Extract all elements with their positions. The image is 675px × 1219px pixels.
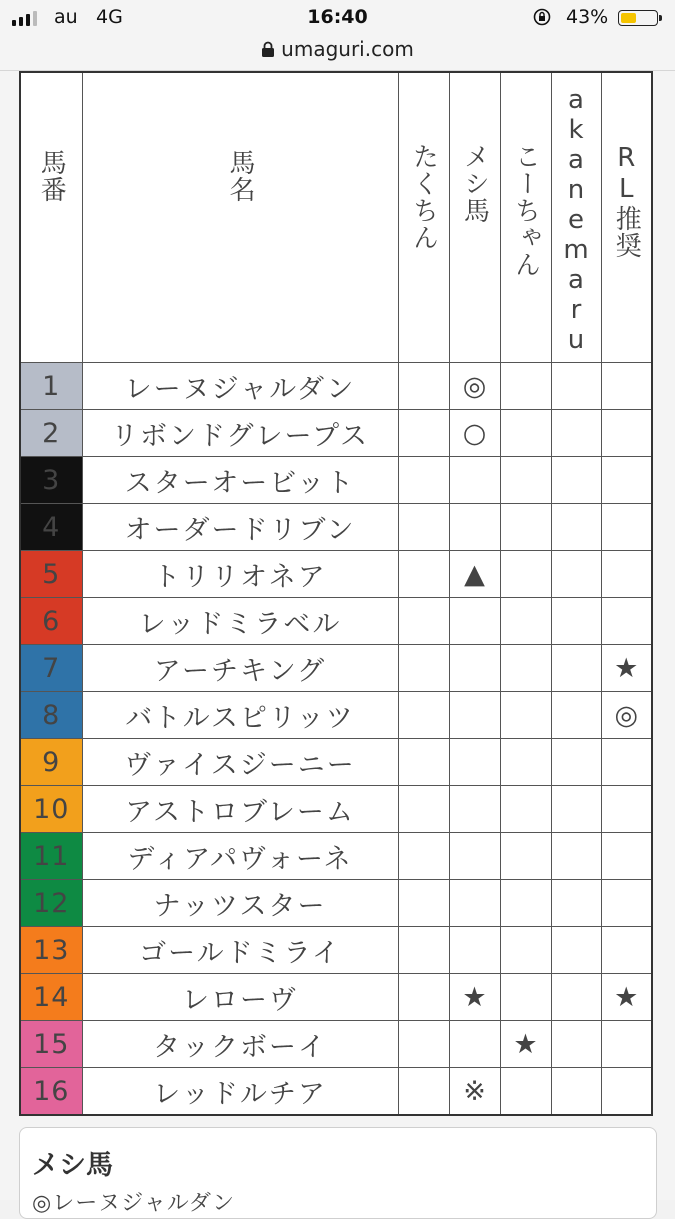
table-row (20, 786, 652, 833)
table-row (20, 833, 652, 880)
prediction-mark (551, 1021, 601, 1068)
prediction-mark (398, 363, 449, 410)
prediction-mark (398, 974, 449, 1021)
prediction-mark (449, 457, 500, 504)
prediction-mark (449, 645, 500, 692)
prediction-mark (551, 833, 601, 880)
header-predictor-takuchin: たくちん (398, 72, 449, 363)
prediction-mark: ▲ (449, 551, 500, 598)
horse-name: レーヌジャルダン (82, 363, 398, 410)
prediction-mark: ◎ (601, 692, 652, 739)
prediction-mark (500, 457, 551, 504)
table-header-row (20, 72, 652, 363)
header-horse-name: 馬名 (82, 72, 398, 363)
prediction-mark (449, 880, 500, 927)
horse-number: 2 (20, 410, 82, 457)
prediction-mark (449, 833, 500, 880)
prediction-mark (551, 598, 601, 645)
horse-name: アストロブレーム (82, 786, 398, 833)
prediction-mark (551, 786, 601, 833)
prediction-mark (551, 504, 601, 551)
prediction-mark (449, 692, 500, 739)
prediction-mark (601, 739, 652, 786)
card-pick: ◎レーヌジャルダン (32, 1191, 236, 1216)
horse-name: リボンドグレープス (82, 410, 398, 457)
prediction-mark (398, 692, 449, 739)
horse-number: 9 (20, 739, 82, 786)
prediction-mark (449, 1021, 500, 1068)
prediction-mark (601, 1068, 652, 1116)
lock-icon (261, 41, 275, 58)
horse-name: アーチキング (82, 645, 398, 692)
prediction-mark (601, 504, 652, 551)
prediction-mark (601, 927, 652, 974)
battery-icon (618, 10, 658, 26)
prediction-table (19, 71, 653, 1116)
horse-number: 1 (20, 363, 82, 410)
url-domain: umaguri.com (281, 37, 414, 61)
prediction-mark (551, 363, 601, 410)
prediction-mark (601, 1021, 652, 1068)
prediction-mark: ★ (601, 974, 652, 1021)
prediction-mark (500, 786, 551, 833)
prediction-mark (398, 504, 449, 551)
prediction-mark (398, 551, 449, 598)
prediction-mark (398, 410, 449, 457)
prediction-mark (500, 880, 551, 927)
prediction-mark (500, 645, 551, 692)
prediction-mark (449, 927, 500, 974)
table-row (20, 739, 652, 786)
prediction-mark (500, 833, 551, 880)
prediction-mark: ★ (500, 1021, 551, 1068)
prediction-mark (551, 457, 601, 504)
table-row (20, 410, 652, 457)
horse-name: オーダードリブン (82, 504, 398, 551)
status-bar (0, 6, 675, 32)
meshiuma-pick-card (19, 1127, 657, 1219)
prediction-mark (601, 833, 652, 880)
prediction-mark (500, 363, 551, 410)
prediction-mark: ○ (449, 410, 500, 457)
prediction-mark (601, 457, 652, 504)
prediction-mark: ★ (449, 974, 500, 1021)
table-row (20, 551, 652, 598)
table-row (20, 927, 652, 974)
prediction-mark (398, 457, 449, 504)
prediction-mark (398, 1068, 449, 1116)
horse-name: バトルスピリッツ (82, 692, 398, 739)
prediction-mark (551, 974, 601, 1021)
prediction-mark (601, 786, 652, 833)
horse-number: 10 (20, 786, 82, 833)
prediction-mark (398, 927, 449, 974)
horse-number: 13 (20, 927, 82, 974)
prediction-mark (449, 504, 500, 551)
prediction-mark: ★ (601, 645, 652, 692)
prediction-mark (500, 974, 551, 1021)
table-row (20, 598, 652, 645)
prediction-mark (601, 410, 652, 457)
prediction-mark (601, 363, 652, 410)
prediction-mark: ◎ (449, 363, 500, 410)
horse-number: 15 (20, 1021, 82, 1068)
table-row (20, 880, 652, 927)
table-row (20, 1068, 652, 1116)
page-content (0, 71, 675, 1216)
prediction-mark (500, 739, 551, 786)
prediction-mark (449, 598, 500, 645)
prediction-mark (398, 739, 449, 786)
table-row (20, 457, 652, 504)
network-type: 4G (96, 6, 123, 28)
horse-number: 7 (20, 645, 82, 692)
prediction-mark (500, 1068, 551, 1116)
prediction-mark: ※ (449, 1068, 500, 1116)
rotation-lock-icon (533, 8, 551, 26)
prediction-mark (449, 786, 500, 833)
prediction-mark (601, 880, 652, 927)
header-predictor-akanemaru: akanemaru (551, 72, 601, 363)
horse-number: 12 (20, 880, 82, 927)
horse-name: ディアパヴォーネ (82, 833, 398, 880)
prediction-mark (551, 410, 601, 457)
header-horse-number: 馬番 (20, 72, 82, 363)
table-row (20, 974, 652, 1021)
horse-name: レローヴ (82, 974, 398, 1021)
prediction-mark (398, 1021, 449, 1068)
prediction-mark (551, 880, 601, 927)
prediction-mark (551, 927, 601, 974)
horse-number: 11 (20, 833, 82, 880)
battery-percent: 43% (566, 6, 609, 28)
prediction-mark (398, 880, 449, 927)
card-title: メシ馬 (32, 1150, 113, 1181)
horse-name: スターオービット (82, 457, 398, 504)
prediction-mark (500, 598, 551, 645)
prediction-mark (398, 645, 449, 692)
prediction-mark (500, 551, 551, 598)
horse-name: トリリオネア (82, 551, 398, 598)
prediction-mark (551, 551, 601, 598)
header-predictor-rl: RL推奨 (601, 72, 652, 363)
horse-name: タックボーイ (82, 1021, 398, 1068)
horse-name: ヴァイスジーニー (82, 739, 398, 786)
horse-number: 8 (20, 692, 82, 739)
prediction-mark (398, 786, 449, 833)
horse-name: ゴールドミライ (82, 927, 398, 974)
prediction-mark (449, 739, 500, 786)
table-row (20, 645, 652, 692)
horse-name: レッドミラベル (82, 598, 398, 645)
prediction-mark (398, 598, 449, 645)
prediction-mark (551, 1068, 601, 1116)
horse-name: ナッツスター (82, 880, 398, 927)
prediction-mark (500, 692, 551, 739)
prediction-mark (601, 598, 652, 645)
prediction-mark (601, 551, 652, 598)
header-predictor-meshiuma: メシ馬 (449, 72, 500, 363)
table-row (20, 363, 652, 410)
carrier-name: au (54, 6, 78, 28)
table-row (20, 504, 652, 551)
header-predictor-kochan: こーちゃん (500, 72, 551, 363)
prediction-mark (398, 833, 449, 880)
horse-name: レッドルチア (82, 1068, 398, 1116)
prediction-mark (500, 927, 551, 974)
prediction-mark (551, 739, 601, 786)
prediction-mark (551, 692, 601, 739)
horse-number: 5 (20, 551, 82, 598)
horse-number: 6 (20, 598, 82, 645)
horse-number: 16 (20, 1068, 82, 1116)
address-bar[interactable] (0, 37, 675, 61)
browser-top-bar (0, 0, 675, 71)
horse-number: 14 (20, 974, 82, 1021)
horse-number: 3 (20, 457, 82, 504)
table-row (20, 1021, 652, 1068)
prediction-mark (500, 410, 551, 457)
prediction-mark (551, 645, 601, 692)
horse-number: 4 (20, 504, 82, 551)
table-row (20, 692, 652, 739)
prediction-mark (500, 504, 551, 551)
status-time: 16:40 (307, 6, 368, 28)
